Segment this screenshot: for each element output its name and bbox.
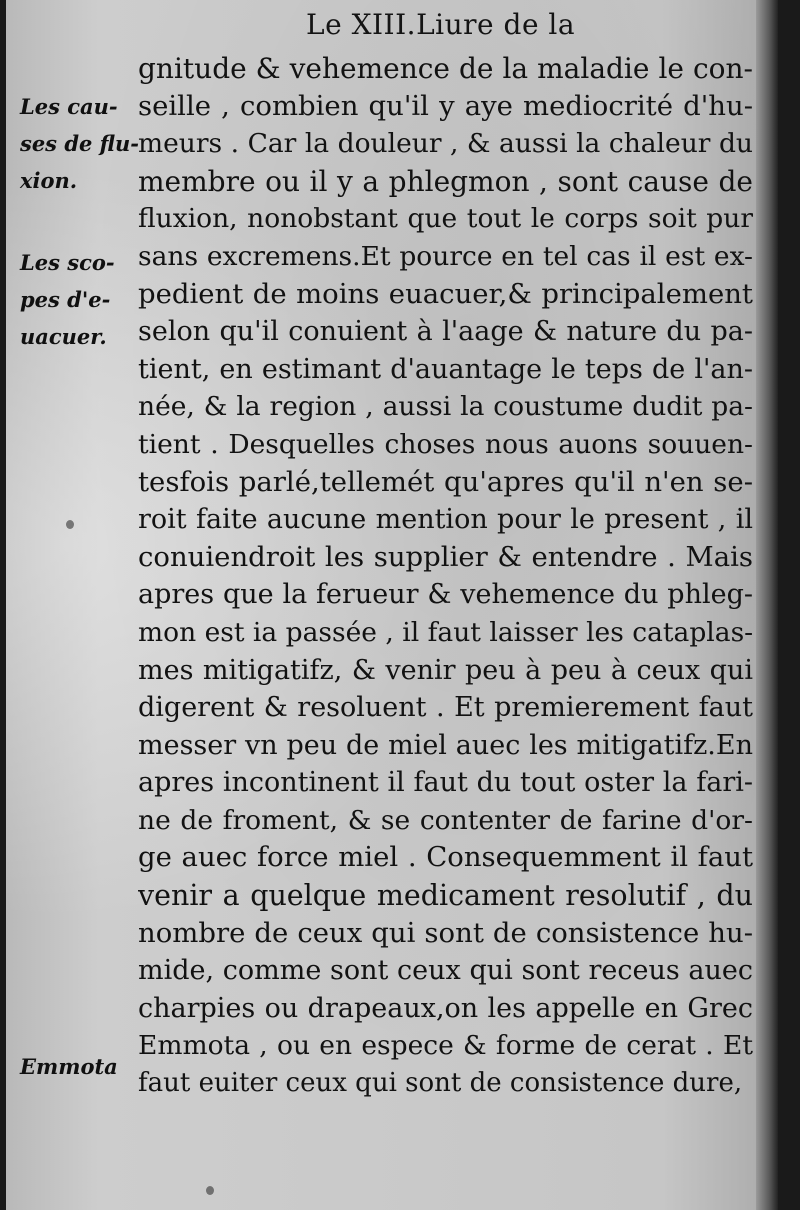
text-line: sans excremens.Et pource en tel cas il est ex-: [138, 240, 753, 272]
running-header: Le XIII.Liure de la: [306, 8, 576, 41]
text-line: meurs . Car la douleur , & aussi la chaleur du: [138, 128, 753, 160]
margin-note-causes: [20, 88, 139, 199]
text-line: nombre de ceux qui sont de consistence hu-: [138, 916, 753, 949]
text-line: gnitude & vehemence de la maladie le con-: [138, 52, 753, 85]
margin-note-emmota: [20, 1048, 132, 1085]
text-line: née, & la region , aussi la coustume dudit pa-: [138, 391, 753, 423]
text-line: apres incontinent il faut du tout oster la fari-: [138, 767, 753, 799]
text-line: mide, comme sont ceux qui sont receus auec: [138, 955, 753, 987]
text-line: ge auec force miel . Consequemment il faut: [138, 841, 753, 874]
margin-note-line: Les sco-: [20, 250, 115, 275]
text-line: Emmota , ou en espece & forme de cerat . Et: [138, 1030, 753, 1062]
margin-note-line: xion.: [20, 168, 78, 193]
text-line: fluxion, nonobstant que tout le corps soit pur: [138, 203, 753, 235]
margin-note-line: Les cau-: [20, 94, 118, 119]
ink-spot: [66, 520, 74, 529]
margin-note-line: uacuer.: [20, 324, 107, 349]
text-line: ne de froment, & se contenter de farine d'or-: [138, 804, 753, 836]
text-line: charpies ou drapeaux,on les appelle en Grec: [138, 992, 753, 1024]
text-line: membre ou il y a phlegmon , sont cause de: [138, 164, 753, 198]
page-edge-shadow: [756, 0, 778, 1210]
body-text: [138, 50, 753, 1103]
text-line: conuiendroit les supplier & entendre . Mais: [138, 540, 753, 573]
text-line: faut euiter ceux qui sont de consistence dure,: [138, 1068, 743, 1099]
text-line: tient . Desquelles choses nous auons souuen-: [138, 428, 753, 460]
text-line: apres que la ferueur & vehemence du phleg-: [138, 579, 753, 611]
margin-note-line: pes d'e-: [20, 287, 111, 312]
text-line: venir a quelque medicament resolutif , du: [138, 879, 753, 913]
margin-note-line: Emmota: [20, 1054, 118, 1079]
text-line: tesfois parlé,tellemét qu'apres qu'il n'en se-: [138, 465, 753, 498]
ink-spot: [206, 1186, 214, 1195]
text-line: tient, en estimant d'auantage le teps de l'an-: [138, 353, 753, 385]
text-line: digerent & resoluent . Et premierement faut: [138, 692, 753, 724]
margin-note-scopes: [20, 244, 132, 355]
book-page: [6, 0, 778, 1210]
text-line: mon est ia passée , il faut laisser les cataplas-: [138, 616, 753, 648]
text-line: messer vn peu de miel auec les mitigatifz.En: [138, 729, 753, 761]
margin-note-line: ses de flu-: [20, 131, 139, 156]
text-line: mes mitigatifz, & venir peu à peu à ceux qui: [138, 654, 753, 686]
text-line: seille , combien qu'il y aye mediocrité d'hu-: [138, 89, 753, 122]
text-line: pedient de moins euacuer,& principalement: [138, 277, 753, 310]
text-line: selon qu'il conuient à l'aage & nature du pa-: [138, 316, 753, 348]
text-line: roit faite aucune mention pour le present , il: [138, 504, 753, 536]
